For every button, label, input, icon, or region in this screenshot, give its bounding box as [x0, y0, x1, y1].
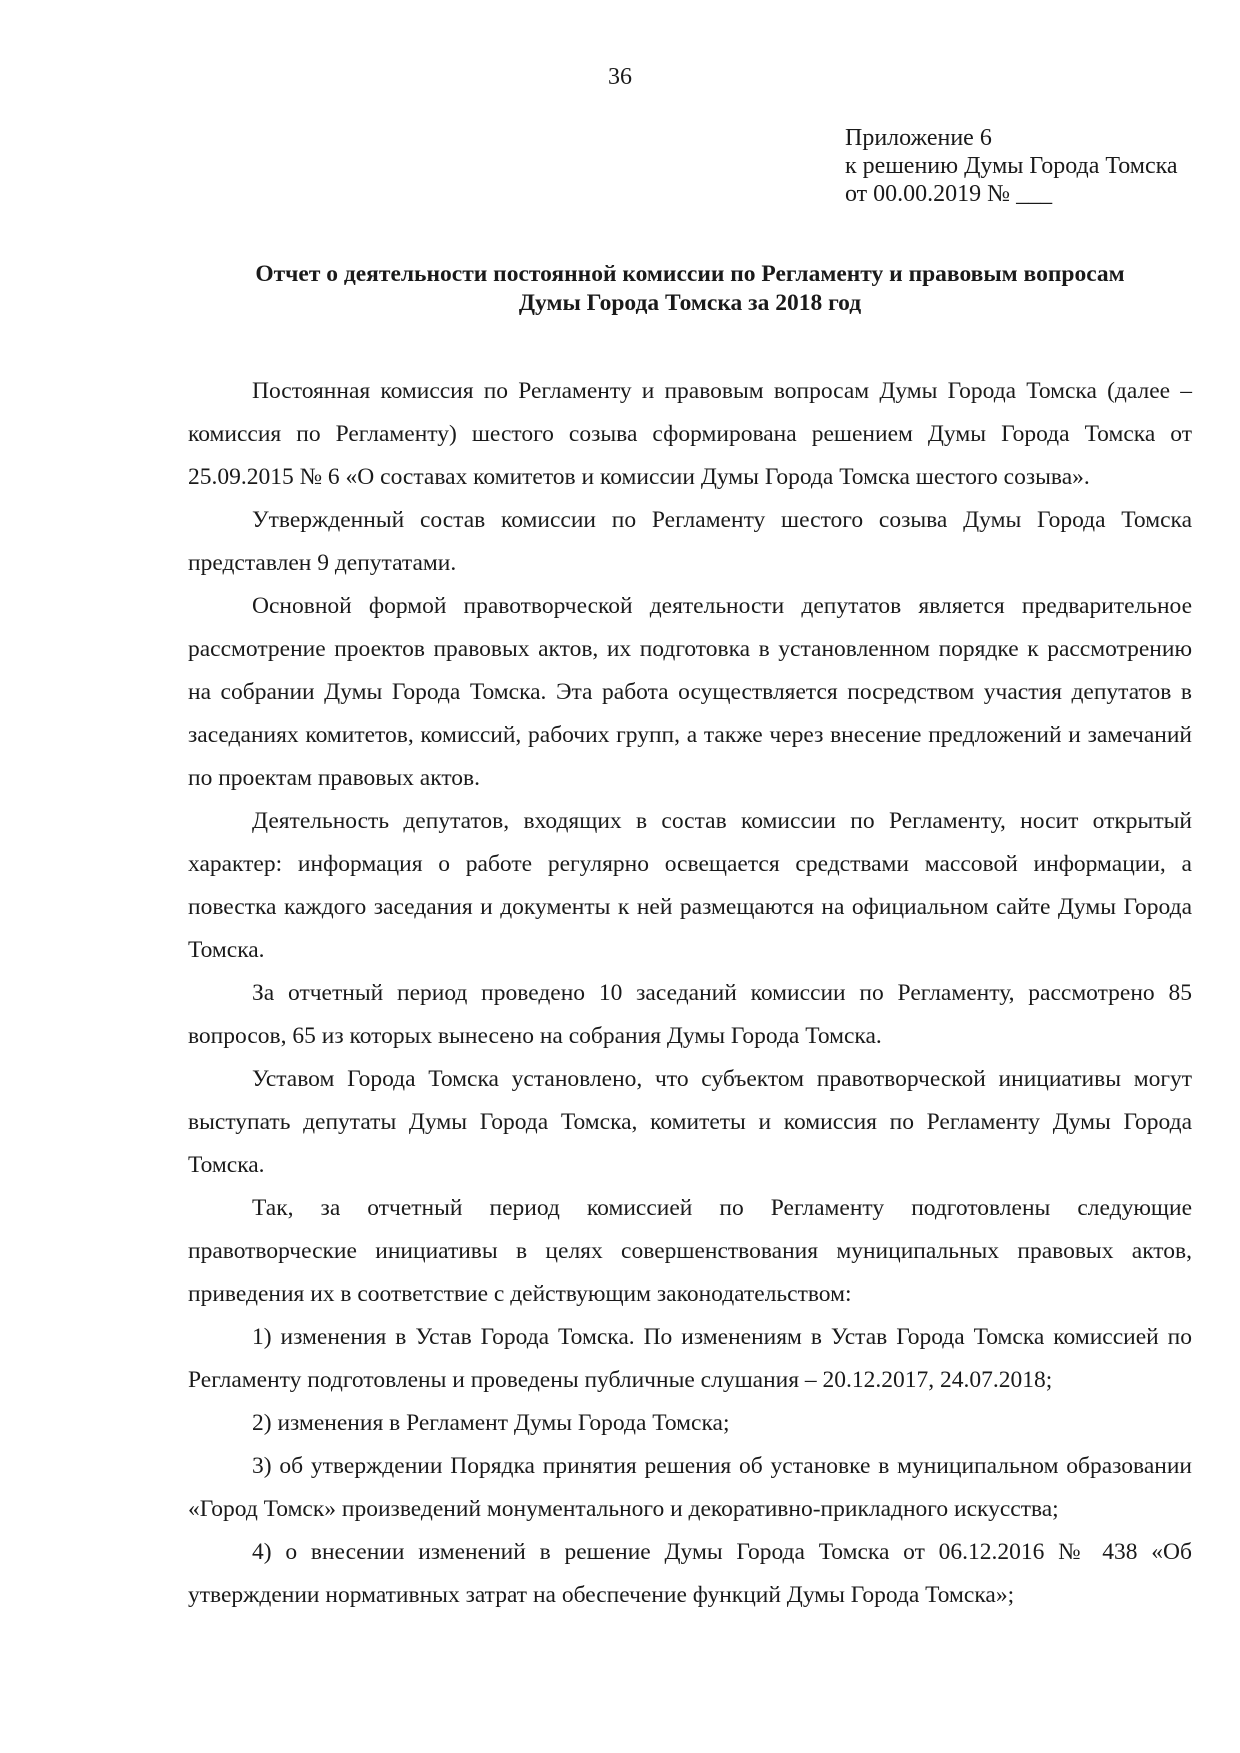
page-number: 36	[608, 64, 632, 90]
document-body	[188, 370, 1192, 1617]
list-item: 3) об утверждении Порядка принятия решения об установке в муниципальном образовании «Город Томск» произведений монументального и декоративно-прикладного искусства;	[188, 1453, 1192, 1522]
paragraph: Основной формой правотворческой деятельности депутатов является предварительное рассмотрение проектов правовых актов, их подготовка в установленном порядке к рассмотрению на собрании Думы Города Томска. Эта работа осуществляется посредством участия депутатов в заседаниях комитетов, комиссий, рабочих групп, а также через внесение предложений и замечаний по проектам правовых актов.	[188, 593, 1192, 791]
appendix-line-2: к решению Думы Города Томска	[845, 153, 1178, 179]
appendix-line-3: от 00.00.2019 № ___	[845, 181, 1053, 207]
list-item: 1) изменения в Устав Города Томска. По изменениям в Устав Города Томска комиссией по Регламенту подготовлены и проведены публичные слушания – 20.12.2017, 24.07.2018;	[188, 1324, 1192, 1393]
paragraph: Постоянная комиссия по Регламенту и правовым вопросам Думы Города Томска (далее – комиссия по Регламенту) шестого созыва сформирована решением Думы Города Томска от 25.09.2015 № 6 «О составах комитетов и комиссии Думы Города Томска шестого созыва».	[188, 378, 1192, 490]
paragraph: Утвержденный состав комиссии по Регламенту шестого созыва Думы Города Томска представлен 9 депутатами.	[188, 507, 1192, 576]
paragraph: Так, за отчетный период комиссией по Регламенту подготовлены следующие правотворческие инициативы в целях совершенствования муниципальных правовых актов, приведения их в соответствие с действующим законодательством:	[188, 1195, 1192, 1307]
paragraph: Уставом Города Томска установлено, что субъектом правотворческой инициативы могут выступать депутаты Думы Города Томска, комитеты и комиссия по Регламенту Думы Города Томска.	[188, 1066, 1192, 1178]
list-item: 2) изменения в Регламент Думы Города Томска;	[252, 1410, 730, 1436]
title-line-2: Думы Города Томска за 2018 год	[518, 290, 862, 316]
paragraph: Деятельность депутатов, входящих в состав комиссии по Регламенту, носит открытый характер: информация о работе регулярно освещается средствами массовой информации, а повестка каждого заседания и документы к ней размещаются на официальном сайте Думы Города Томска.	[188, 808, 1192, 963]
appendix-block	[845, 124, 1178, 208]
list-item: 4) о внесении изменений в решение Думы Города Томска от 06.12.2016 № 438 «Об утверждении нормативных затрат на обеспечение функций Думы Города Томска»;	[188, 1539, 1192, 1608]
document-title	[190, 260, 1190, 318]
paragraph: За отчетный период проведено 10 заседаний комиссии по Регламенту, рассмотрено 85 вопросов, 65 из которых вынесено на собрания Думы Города Томска.	[188, 980, 1192, 1049]
appendix-line-1: Приложение 6	[845, 125, 992, 151]
title-line-1: Отчет о деятельности постоянной комиссии по Регламенту и правовым вопросам	[255, 261, 1125, 287]
